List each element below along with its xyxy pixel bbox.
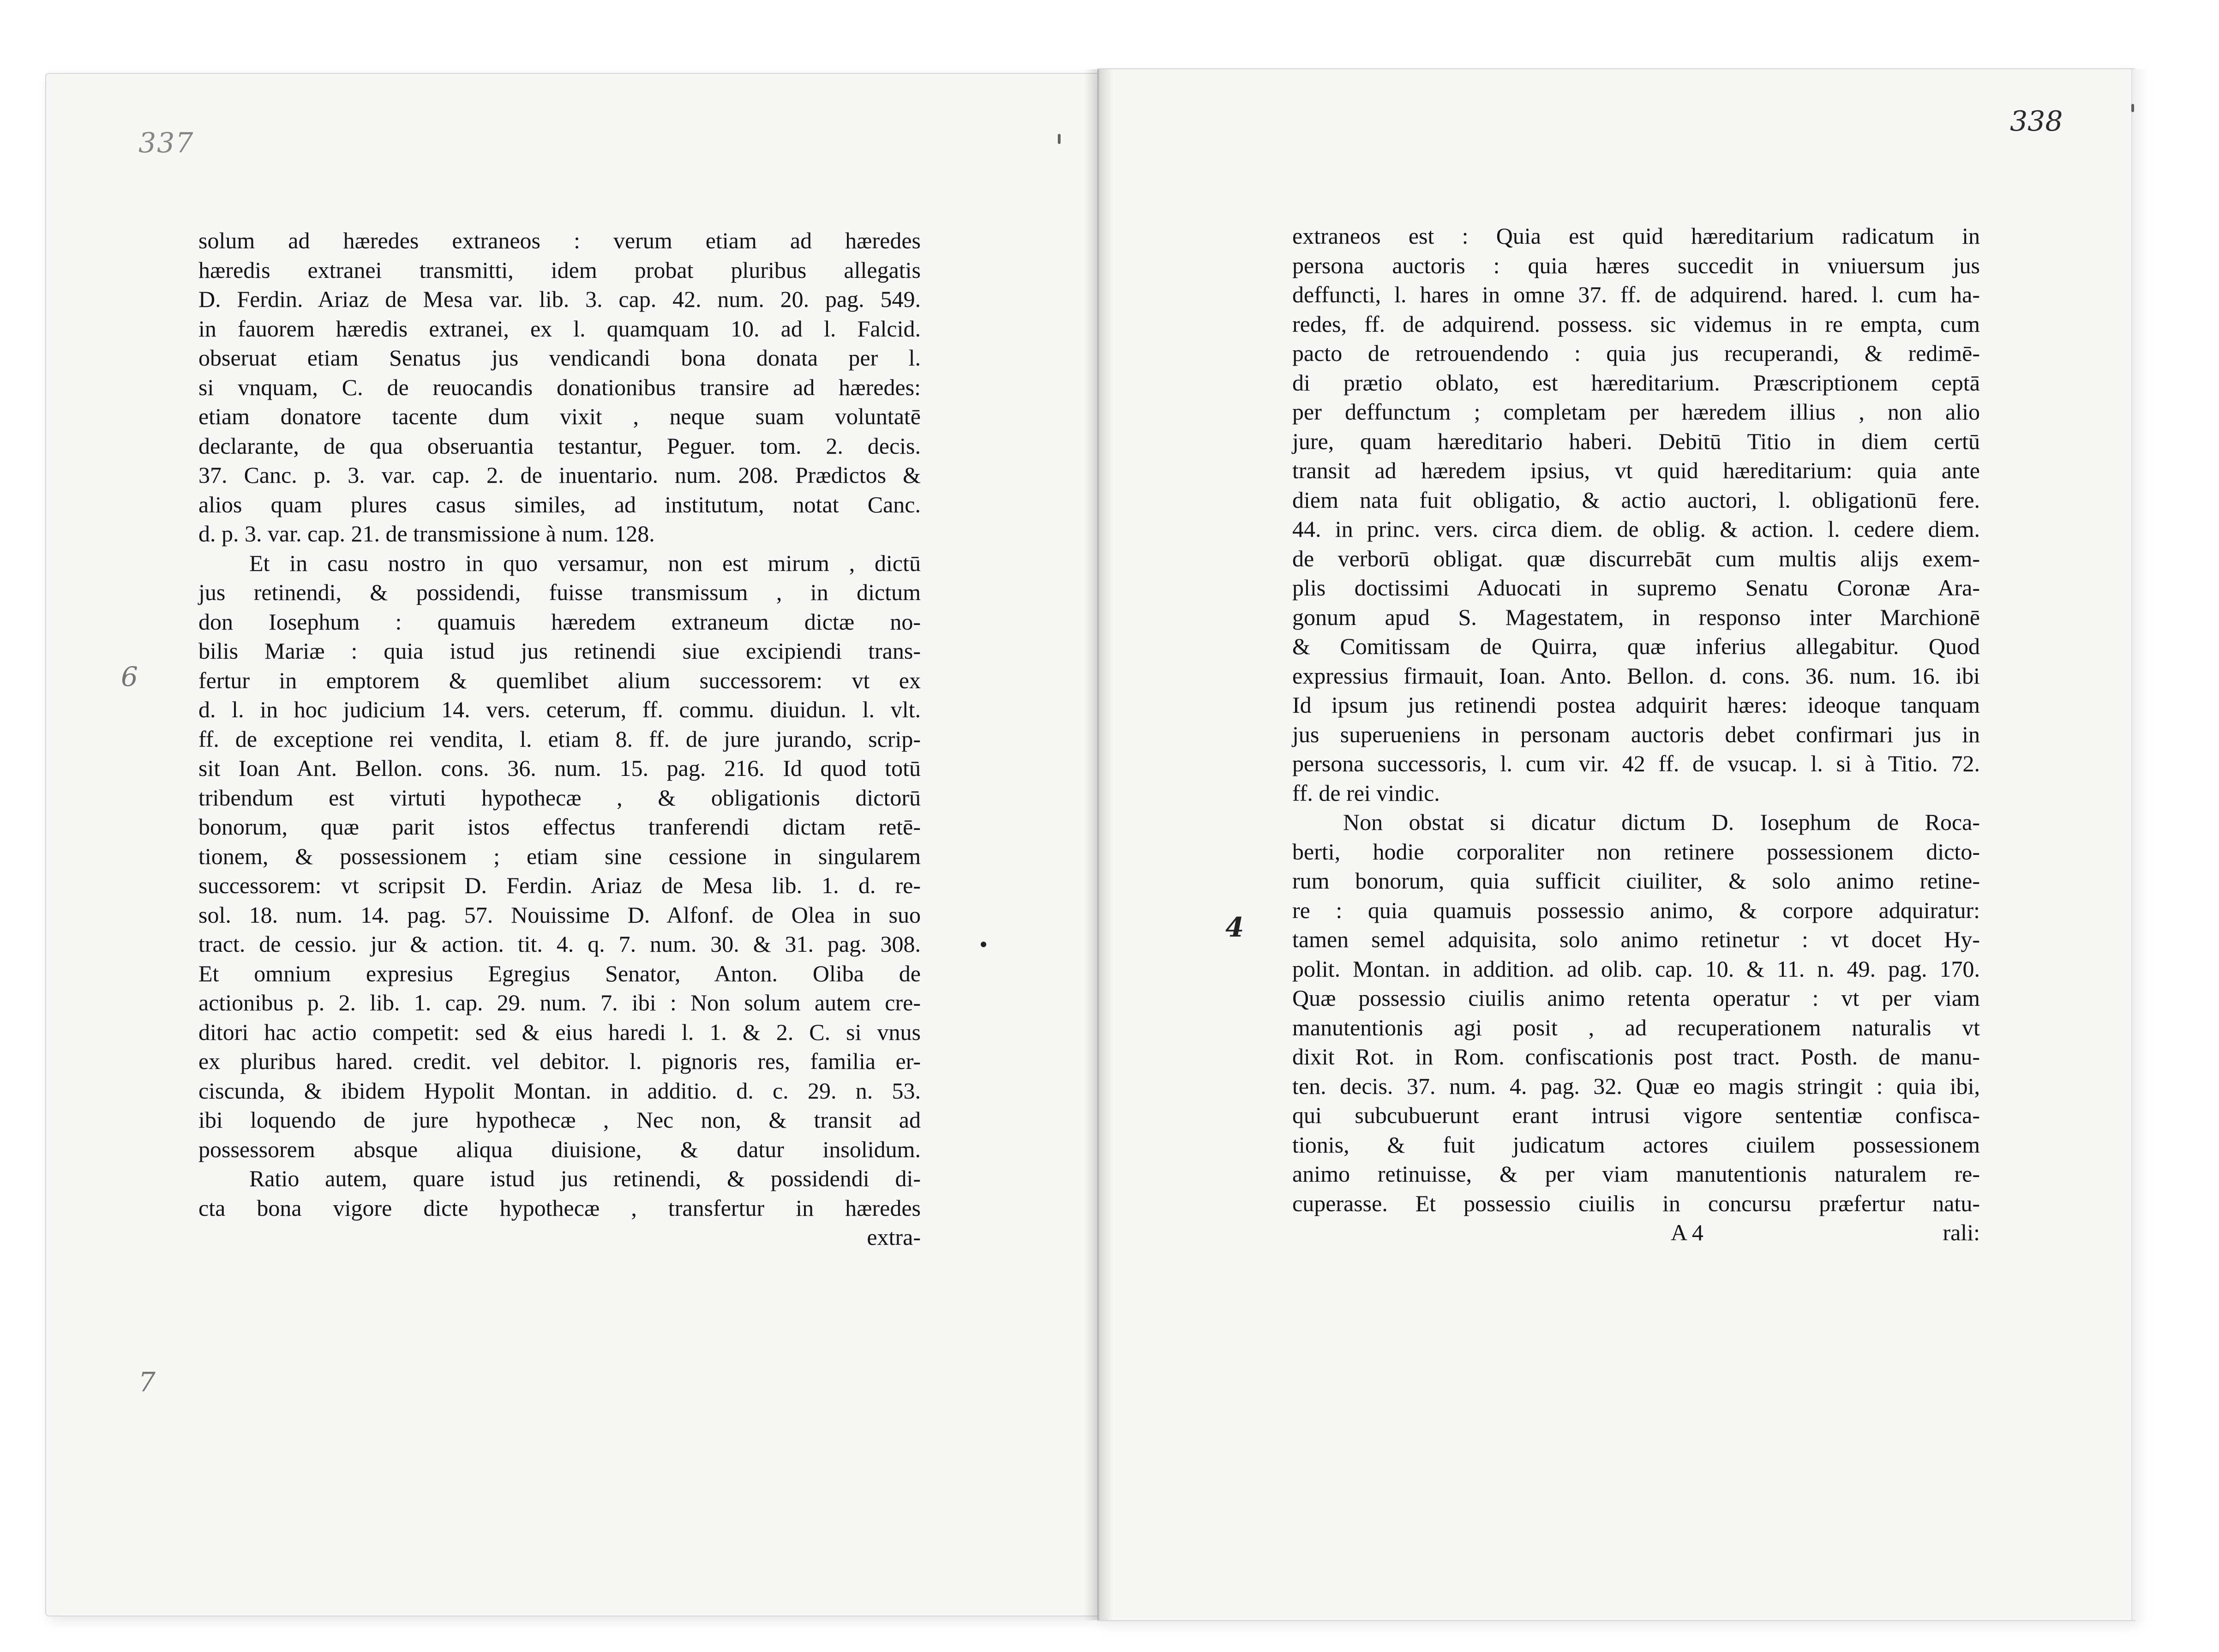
text-line: dixit Rot. in Rom. confiscationis post tract. Posth. de manu- xyxy=(1292,1044,1980,1069)
text-line: ex pluribus hared. credit. vel debitor. l. pignoris res, familia er- xyxy=(198,1048,921,1074)
text-line: sit Ioan Ant. Bellon. cons. 36. num. 15. pag. 216. Id quod totū xyxy=(198,755,921,781)
text-line: per deffunctum ; completam per hæredem illius , non alio xyxy=(1292,399,1980,425)
text-line: deffuncti, l. hares in omne 37. ff. de adquirend. hared. l. cum ha- xyxy=(1292,282,1980,307)
catchword: extra- xyxy=(867,1224,921,1250)
text-line: animo retinuisse, & per viam manutentionis naturalem re- xyxy=(1292,1161,1980,1187)
text-line: ff. de exceptione rei vendita, l. etiam 8. ff. de jure jurando, scrip- xyxy=(198,726,921,752)
text-line: in fauorem hæredis extranei, ex l. quamquam 10. ad l. Falcid. xyxy=(198,315,921,342)
text-line: plis doctissimi Aduocati in supremo Senatu Coronæ Ara- xyxy=(1292,575,1980,601)
text-line: persona successoris, l. cum vir. 42 ff. de vsucap. l. si à Titio. 72. xyxy=(1292,751,1980,776)
text-line: tribendum est virtuti hypothecæ , & obligationis dictorū xyxy=(198,784,921,811)
text-line: 44. in princ. vers. circa diem. de oblig. & action. l. cedere diem. xyxy=(1292,516,1980,542)
text-line: polit. Montan. in addition. ad olib. cap. 10. & 11. n. 49. pag. 170. xyxy=(1292,955,1980,982)
ink-mark xyxy=(981,942,986,947)
text-line: transit ad hæredem ipsius, vt quid hæreditarium: quia ante xyxy=(1292,457,1980,483)
text-line: tionem, & possessionem ; etiam sine cessione in singularem xyxy=(198,843,921,869)
text-line: berti, hodie corporaliter non retinere possessionem dicto- xyxy=(1292,838,1980,865)
text-line: persona auctoris : quia hæres succedit in vniuersum jus xyxy=(1292,252,1980,278)
text-line: fertur in emptorem & quemlibet alium successorem: vt ex xyxy=(198,667,921,693)
page-edge xyxy=(2131,69,2149,1620)
text-line: sol. 18. num. 14. pag. 57. Nouissime D. Alfonf. de Olea in suo xyxy=(198,901,921,928)
ink-mark xyxy=(2131,104,2134,112)
text-line: D. Ferdin. Ariaz de Mesa var. lib. 3. cap. 42. num. 20. pag. 549. xyxy=(198,286,921,312)
text-line: ff. de rei vindic. xyxy=(1292,780,1440,806)
text-line: tionis, & fuit judicatum actores ciuilem possessionem xyxy=(1292,1131,1980,1158)
text-line: d. l. in hoc judicium 14. vers. ceterum, ff. commu. diuidun. l. vlt. xyxy=(198,697,921,722)
text-line: ditori hac actio competit: sed & eius haredi l. 1. & 2. C. si vnus xyxy=(198,1019,921,1045)
text-line: ibi loquendo de jure hypothecæ , Nec non, & transit ad xyxy=(198,1107,921,1133)
text-line: possessorem absque aliqua diuisione, & datur insolidum. xyxy=(198,1136,921,1162)
text-line: jure, quam hæreditario haberi. Debitū Titio in diem certū xyxy=(1292,428,1980,454)
text-line: redes, ff. de adquirend. possess. sic videmus in re empta, cum xyxy=(1292,311,1980,337)
text-line: jus retinendi, & possidendi, fuisse transmissum , in dictum xyxy=(198,579,921,605)
text-line: d. p. 3. var. cap. 21. de transmissione à num. 128. xyxy=(198,521,655,547)
text-line: jus superueniens in personam auctoris debet confirmari jus in xyxy=(1292,721,1980,747)
text-line: expressius firmauit, Ioan. Anto. Bellon. d. cons. 36. num. 16. ibi xyxy=(1292,662,1980,689)
text-line: di prætio oblato, est hæreditarium. Præscriptionem ceptā xyxy=(1292,369,1980,396)
text-line: 37. Canc. p. 3. var. cap. 2. de inuentario. num. 208. Prædictos & xyxy=(198,462,921,488)
right-page-text xyxy=(1292,222,1980,1248)
margin-number: 7 xyxy=(138,1366,156,1398)
right-page-number: 338 xyxy=(2010,105,2063,138)
text-line: tract. de cessio. jur & action. tit. 4. q. 7. num. 30. & 31. pag. 308. xyxy=(198,931,921,957)
text-line: Et omnium expresius Egregius Senator, Anton. Oliba de xyxy=(198,960,921,986)
book-gutter xyxy=(1084,69,1113,1620)
text-line: alios quam plures casus similes, ad institutum, notat Canc. xyxy=(198,491,921,517)
text-line: successorem: vt scripsit D. Ferdin. Ariaz de Mesa lib. 1. d. re- xyxy=(198,872,921,898)
text-line: obseruat etiam Senatus jus vendicandi bona donata per l. xyxy=(198,345,921,371)
signature-mark: A 4 xyxy=(1671,1219,1703,1245)
text-line: de verborū obligat. quæ discurrebāt cum multis alijs exem- xyxy=(1292,545,1980,571)
text-line: pacto de retrouendendo : quia jus recuperandi, & redimē- xyxy=(1292,340,1980,366)
text-line: solum ad hæredes extraneos : verum etiam ad hæredes xyxy=(198,228,921,253)
text-line: ten. decis. 37. num. 4. pag. 32. Quæ eo magis stringit : quia ibi, xyxy=(1292,1073,1980,1099)
text-line: rum bonorum, quia sufficit ciuiliter, & solo animo retine- xyxy=(1292,868,1980,894)
text-line: etiam donatore tacente dum vixit , neque suam voluntatē xyxy=(198,403,921,429)
text-line: tamen semel adquisita, solo animo retinetur : vt docet Hy- xyxy=(1292,926,1980,952)
text-line: re : quia quamuis possessio animo, & corpore adquiratur: xyxy=(1292,897,1980,923)
text-line: qui subcubuerunt erant intrusi vigore sententiæ confisca- xyxy=(1292,1102,1980,1128)
text-line: gonum apud S. Magestatem, in responso inter Marchionē xyxy=(1292,604,1980,630)
text-line: don Iosephum : quamuis hæredem extraneum dictæ no- xyxy=(198,608,921,635)
left-page-text xyxy=(198,226,921,1252)
text-line: Quæ possessio ciuilis animo retenta operatur : vt per viam xyxy=(1292,985,1980,1011)
text-line: bilis Mariæ : quia istud jus retinendi siue excipiendi trans- xyxy=(198,638,921,664)
text-line: cuperasse. Et possessio ciuilis in concursu præfertur natu- xyxy=(1292,1190,1980,1216)
text-line: extraneos est : Quia est quid hæreditarium radicatum in xyxy=(1292,223,1980,249)
text-line: cta bona vigore dicte hypothecæ , transfertur in hæredes xyxy=(198,1195,921,1221)
text-line: diem nata fuit obligatio, & actio auctori, l. obligationū fere. xyxy=(1292,487,1980,513)
text-line: Non obstat si dicatur dictum D. Iosephum de Roca- xyxy=(1343,809,1980,835)
text-line: & Comitissam de Quirra, quæ inferius allegabitur. Quod xyxy=(1292,633,1980,659)
catchword: rali: xyxy=(1943,1219,1980,1245)
left-page-number: 337 xyxy=(138,127,194,159)
text-line: Et in casu nostro in quo versamur, non est mirum , dictū xyxy=(249,550,921,576)
signature-line xyxy=(1292,1218,1980,1248)
text-line: declarante, de qua obseruantia testantur, Peguer. tom. 2. decis. xyxy=(198,433,921,459)
text-line: bonorum, quæ parit istos effectus tranferendi dictam retē- xyxy=(198,814,921,840)
text-line: manutentionis agi posit , ad recuperationem naturalis vt xyxy=(1292,1014,1980,1040)
text-line: Ratio autem, quare istud jus retinendi, & possidendi di- xyxy=(249,1165,921,1191)
margin-number: 6 xyxy=(121,661,138,692)
text-line: ciscunda, & ibidem Hypolit Montan. in additio. d. c. 29. n. 53. xyxy=(198,1077,921,1104)
margin-number: 4 xyxy=(1225,912,1244,943)
text-line: Id ipsum jus retinendi postea adquirit hæres: ideoque tanquam xyxy=(1292,692,1980,718)
text-line: si vnquam, C. de reuocandis donationibus transire ad hæredes: xyxy=(198,374,921,400)
text-line: actionibus p. 2. lib. 1. cap. 29. num. 7. ibi : Non solum autem cre- xyxy=(198,990,921,1015)
text-line: hæredis extranei transmitti, idem probat pluribus allegatis xyxy=(198,257,921,283)
ink-mark xyxy=(1058,134,1061,144)
